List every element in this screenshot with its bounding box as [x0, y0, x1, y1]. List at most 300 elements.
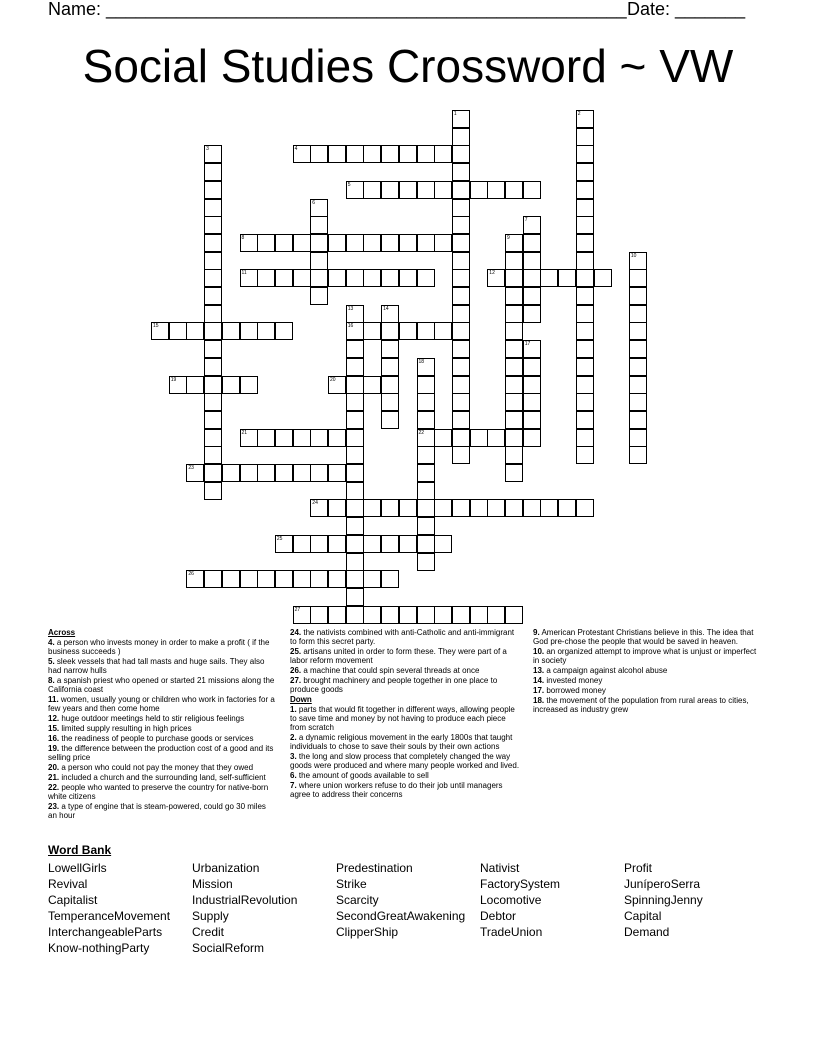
grid-cell[interactable] — [381, 322, 399, 340]
grid-cell[interactable] — [576, 110, 594, 128]
grid-cell[interactable] — [257, 464, 275, 482]
grid-cell[interactable] — [629, 252, 647, 270]
grid-cell[interactable] — [310, 234, 328, 252]
grid-cell[interactable] — [381, 606, 399, 624]
grid-cell[interactable] — [576, 128, 594, 146]
clue-number: 21 — [241, 429, 248, 436]
grid-cell[interactable] — [381, 376, 399, 394]
grid-cell[interactable] — [629, 411, 647, 429]
word-bank-entry: Urbanization — [192, 861, 260, 875]
grid-cell[interactable] — [293, 145, 311, 163]
grid-cell[interactable] — [363, 145, 381, 163]
grid-cell[interactable] — [293, 606, 311, 624]
grid-cell[interactable] — [222, 376, 240, 394]
grid-cell[interactable] — [505, 499, 523, 517]
clue-item — [533, 696, 761, 714]
grid-cell[interactable] — [399, 234, 417, 252]
grid-cell[interactable] — [204, 163, 222, 181]
word-bank-entry: JuníperoSerra — [624, 877, 701, 891]
grid-cell[interactable] — [452, 322, 470, 340]
grid-cell[interactable] — [346, 269, 364, 287]
grid-cell[interactable] — [452, 163, 470, 181]
grid-cell[interactable] — [204, 393, 222, 411]
grid-cell[interactable] — [594, 269, 612, 287]
grid-cell[interactable] — [417, 429, 435, 447]
grid-cell[interactable] — [576, 252, 594, 270]
grid-cell[interactable] — [328, 570, 346, 588]
grid-cell[interactable] — [222, 570, 240, 588]
grid-cell[interactable] — [381, 305, 399, 323]
grid-cell[interactable] — [346, 606, 364, 624]
grid-cell[interactable] — [328, 606, 346, 624]
grid-cell[interactable] — [169, 322, 187, 340]
grid-cell[interactable] — [576, 393, 594, 411]
grid-cell[interactable] — [470, 429, 488, 447]
grid-cell[interactable] — [417, 606, 435, 624]
grid-cell[interactable] — [629, 429, 647, 447]
grid-cell[interactable] — [363, 606, 381, 624]
grid-cell[interactable] — [452, 128, 470, 146]
grid-cell[interactable] — [346, 553, 364, 571]
grid-cell[interactable] — [204, 234, 222, 252]
grid-cell[interactable] — [399, 322, 417, 340]
grid-cell[interactable] — [629, 358, 647, 376]
grid-cell[interactable] — [452, 358, 470, 376]
clue-item-text: people who wanted to preserve the country for native-born white citizens — [48, 783, 269, 801]
grid-cell[interactable] — [310, 429, 328, 447]
grid-cell[interactable] — [328, 535, 346, 553]
clue-number: 23 — [188, 465, 194, 471]
grid-cell[interactable] — [381, 570, 399, 588]
grid-cell[interactable] — [240, 376, 258, 394]
grid-cell[interactable] — [417, 535, 435, 553]
grid-cell[interactable] — [204, 181, 222, 199]
grid-cell[interactable] — [346, 234, 364, 252]
grid-cell[interactable] — [452, 429, 470, 447]
grid-cell[interactable] — [204, 145, 222, 163]
grid-cell[interactable] — [204, 358, 222, 376]
clue-item-text: the long and slow process that completely changed the way goods were produced and where many people worked and lived. — [290, 752, 520, 770]
grid-cell[interactable] — [434, 535, 452, 553]
grid-cell[interactable] — [576, 411, 594, 429]
grid-cell[interactable] — [523, 252, 541, 270]
grid-cell[interactable] — [576, 446, 594, 464]
grid-cell[interactable] — [417, 269, 435, 287]
grid-cell[interactable] — [346, 393, 364, 411]
grid-cell[interactable] — [505, 340, 523, 358]
grid-cell[interactable] — [505, 464, 523, 482]
grid-cell[interactable] — [293, 269, 311, 287]
grid-cell[interactable] — [523, 429, 541, 447]
grid-cell[interactable] — [505, 287, 523, 305]
grid-cell[interactable] — [346, 181, 364, 199]
grid-cell[interactable] — [417, 482, 435, 500]
grid-cell[interactable] — [452, 110, 470, 128]
grid-cell[interactable] — [346, 499, 364, 517]
grid-cell[interactable] — [240, 570, 258, 588]
grid-cell[interactable] — [310, 252, 328, 270]
grid-cell[interactable] — [257, 234, 275, 252]
grid-cell[interactable] — [381, 499, 399, 517]
grid-cell[interactable] — [346, 482, 364, 500]
clue-item-number: 19. — [48, 744, 60, 753]
grid-cell[interactable] — [310, 145, 328, 163]
grid-cell[interactable] — [452, 287, 470, 305]
grid-cell[interactable] — [523, 287, 541, 305]
grid-cell[interactable] — [452, 376, 470, 394]
grid-cell[interactable] — [363, 499, 381, 517]
grid-cell[interactable] — [381, 340, 399, 358]
grid-cell[interactable] — [381, 411, 399, 429]
grid-cell[interactable] — [487, 269, 505, 287]
grid-cell[interactable] — [629, 269, 647, 287]
grid-cell[interactable] — [505, 446, 523, 464]
grid-cell[interactable] — [293, 570, 311, 588]
clues-column-2 — [290, 628, 522, 800]
grid-cell[interactable] — [558, 269, 576, 287]
grid-cell[interactable] — [346, 464, 364, 482]
grid-cell[interactable] — [346, 411, 364, 429]
grid-cell[interactable] — [452, 269, 470, 287]
grid-cell[interactable] — [186, 570, 204, 588]
grid-cell[interactable] — [417, 358, 435, 376]
grid-cell[interactable] — [204, 322, 222, 340]
grid-cell[interactable] — [381, 181, 399, 199]
grid-cell[interactable] — [487, 499, 505, 517]
grid-cell[interactable] — [576, 199, 594, 217]
grid-cell[interactable] — [434, 499, 452, 517]
clue-item — [48, 734, 276, 743]
grid-cell[interactable] — [346, 517, 364, 535]
grid-cell[interactable] — [204, 482, 222, 500]
grid-cell[interactable] — [452, 499, 470, 517]
down-clue-list-continued — [533, 628, 761, 714]
grid-cell[interactable] — [576, 429, 594, 447]
grid-cell[interactable] — [204, 446, 222, 464]
grid-cell[interactable] — [204, 199, 222, 217]
grid-cell[interactable] — [629, 393, 647, 411]
grid-cell[interactable] — [293, 464, 311, 482]
grid-cell[interactable] — [505, 606, 523, 624]
grid-cell[interactable] — [346, 340, 364, 358]
grid-cell[interactable] — [328, 499, 346, 517]
grid-cell[interactable] — [434, 606, 452, 624]
grid-cell[interactable] — [310, 464, 328, 482]
clue-item-text: where union workers refuse to do their job until managers agree to address their concerns — [290, 781, 503, 799]
grid-cell[interactable] — [346, 429, 364, 447]
grid-cell[interactable] — [204, 269, 222, 287]
grid-cell[interactable] — [523, 340, 541, 358]
grid-cell[interactable] — [346, 145, 364, 163]
grid-cell[interactable] — [346, 446, 364, 464]
grid-cell[interactable] — [576, 269, 594, 287]
grid-cell[interactable] — [505, 393, 523, 411]
word-bank-entry: FactorySystem — [480, 877, 561, 891]
grid-cell[interactable] — [222, 464, 240, 482]
clue-item-number: 4. — [48, 638, 55, 647]
grid-cell[interactable] — [505, 234, 523, 252]
grid-cell[interactable] — [363, 269, 381, 287]
grid-cell[interactable] — [346, 570, 364, 588]
grid-cell[interactable] — [363, 570, 381, 588]
grid-cell[interactable] — [310, 269, 328, 287]
grid-cell[interactable] — [523, 181, 541, 199]
grid-cell[interactable] — [505, 252, 523, 270]
grid-cell[interactable] — [540, 499, 558, 517]
grid-cell[interactable] — [505, 358, 523, 376]
grid-cell[interactable] — [523, 234, 541, 252]
grid-cell[interactable] — [346, 535, 364, 553]
grid-cell[interactable] — [310, 199, 328, 217]
grid-cell[interactable] — [505, 269, 523, 287]
grid-cell[interactable] — [576, 340, 594, 358]
grid-cell[interactable] — [310, 287, 328, 305]
grid-cell[interactable] — [523, 216, 541, 234]
grid-cell[interactable] — [417, 446, 435, 464]
grid-cell[interactable] — [204, 429, 222, 447]
grid-cell[interactable] — [240, 234, 258, 252]
grid-cell[interactable] — [204, 216, 222, 234]
grid-cell[interactable] — [381, 358, 399, 376]
grid-cell[interactable] — [240, 269, 258, 287]
grid-cell[interactable] — [204, 340, 222, 358]
grid-cell[interactable] — [417, 517, 435, 535]
grid-cell[interactable] — [452, 411, 470, 429]
grid-cell[interactable] — [434, 145, 452, 163]
grid-cell[interactable] — [346, 588, 364, 606]
clue-number: 24 — [312, 500, 318, 507]
grid-cell[interactable] — [275, 464, 293, 482]
word-bank-entry: ClipperShip — [336, 925, 399, 939]
grid-cell[interactable] — [204, 464, 222, 482]
grid-cell[interactable] — [222, 322, 240, 340]
clue-item — [48, 724, 276, 733]
grid-cell[interactable] — [576, 358, 594, 376]
grid-cell[interactable] — [576, 145, 594, 163]
grid-cell[interactable] — [275, 570, 293, 588]
grid-cell[interactable] — [240, 429, 258, 447]
grid-cell[interactable] — [204, 570, 222, 588]
grid-cell[interactable] — [452, 145, 470, 163]
clue-item — [48, 744, 276, 762]
grid-cell[interactable] — [452, 340, 470, 358]
grid-cell[interactable] — [434, 322, 452, 340]
grid-cell[interactable] — [186, 464, 204, 482]
grid-cell[interactable] — [363, 234, 381, 252]
grid-cell[interactable] — [576, 305, 594, 323]
clue-item-text: a person who could not pay the money that they owed — [59, 763, 254, 772]
grid-cell[interactable] — [452, 393, 470, 411]
grid-cell[interactable] — [523, 358, 541, 376]
clue-item-text: the difference between the production cost of a good and its selling price — [48, 744, 274, 762]
clue-item-number: 25. — [290, 647, 302, 656]
grid-cell[interactable] — [275, 535, 293, 553]
grid-cell[interactable] — [452, 446, 470, 464]
clue-number: 18 — [418, 358, 425, 365]
grid-cell[interactable] — [275, 269, 293, 287]
clue-item — [290, 676, 522, 694]
grid-cell[interactable] — [523, 411, 541, 429]
grid-cell[interactable] — [399, 499, 417, 517]
grid-cell[interactable] — [576, 287, 594, 305]
clue-item-text: a person who invests money in order to make a profit ( if the business succeeds ) — [48, 638, 270, 656]
grid-cell[interactable] — [186, 376, 204, 394]
grid-cell[interactable] — [417, 411, 435, 429]
grid-cell[interactable] — [204, 411, 222, 429]
grid-cell[interactable] — [523, 305, 541, 323]
grid-cell[interactable] — [310, 216, 328, 234]
grid-cell[interactable] — [434, 429, 452, 447]
grid-cell[interactable] — [399, 535, 417, 553]
grid-cell[interactable] — [346, 322, 364, 340]
grid-cell[interactable] — [576, 181, 594, 199]
grid-cell[interactable] — [417, 393, 435, 411]
grid-cell[interactable] — [381, 535, 399, 553]
grid-cell[interactable] — [452, 606, 470, 624]
grid-cell[interactable] — [505, 411, 523, 429]
grid-cell[interactable] — [399, 269, 417, 287]
grid-cell[interactable] — [399, 606, 417, 624]
grid-cell[interactable] — [470, 181, 488, 199]
clue-item — [290, 705, 522, 732]
grid-cell[interactable] — [523, 393, 541, 411]
grid-cell[interactable] — [204, 287, 222, 305]
grid-cell[interactable] — [381, 269, 399, 287]
grid-cell[interactable] — [151, 322, 169, 340]
grid-cell[interactable] — [540, 269, 558, 287]
grid-cell[interactable] — [629, 340, 647, 358]
clue-item-number: 24. — [290, 628, 302, 637]
grid-cell[interactable] — [328, 429, 346, 447]
grid-cell[interactable] — [257, 269, 275, 287]
grid-cell[interactable] — [275, 234, 293, 252]
grid-cell[interactable] — [452, 234, 470, 252]
grid-cell[interactable] — [417, 464, 435, 482]
grid-cell[interactable] — [363, 322, 381, 340]
grid-cell[interactable] — [186, 322, 204, 340]
grid-cell[interactable] — [576, 216, 594, 234]
grid-cell[interactable] — [629, 305, 647, 323]
grid-cell[interactable] — [629, 376, 647, 394]
grid-cell[interactable] — [417, 234, 435, 252]
grid-cell[interactable] — [381, 234, 399, 252]
word-bank-entry: SocialReform — [192, 941, 265, 955]
grid-cell[interactable] — [240, 464, 258, 482]
grid-cell[interactable] — [487, 181, 505, 199]
grid-cell[interactable] — [576, 376, 594, 394]
grid-cell[interactable] — [452, 216, 470, 234]
grid-cell[interactable] — [310, 535, 328, 553]
clue-item-text: women, usually young or children who work in factories for a few years and then come home — [48, 695, 275, 713]
grid-cell[interactable] — [417, 145, 435, 163]
grid-cell[interactable] — [310, 499, 328, 517]
grid-cell[interactable] — [417, 553, 435, 571]
grid-cell[interactable] — [417, 181, 435, 199]
grid-cell[interactable] — [381, 393, 399, 411]
grid-cell[interactable] — [204, 252, 222, 270]
grid-cell[interactable] — [310, 570, 328, 588]
grid-cell[interactable] — [399, 181, 417, 199]
grid-cell[interactable] — [204, 376, 222, 394]
grid-cell[interactable] — [629, 446, 647, 464]
grid-cell[interactable] — [363, 376, 381, 394]
grid-cell[interactable] — [328, 269, 346, 287]
grid-cell[interactable] — [523, 376, 541, 394]
grid-cell[interactable] — [363, 181, 381, 199]
grid-cell[interactable] — [346, 305, 364, 323]
grid-cell[interactable] — [629, 287, 647, 305]
grid-cell[interactable] — [346, 358, 364, 376]
grid-cell[interactable] — [257, 429, 275, 447]
grid-cell[interactable] — [257, 322, 275, 340]
grid-cell[interactable] — [452, 199, 470, 217]
word-bank-entry: Supply — [192, 909, 229, 923]
grid-cell[interactable] — [434, 181, 452, 199]
grid-cell[interactable] — [417, 376, 435, 394]
grid-cell[interactable] — [399, 145, 417, 163]
clue-item-text: borrowed money — [544, 686, 606, 695]
grid-cell[interactable] — [523, 269, 541, 287]
grid-cell[interactable] — [629, 322, 647, 340]
grid-cell[interactable] — [204, 305, 222, 323]
grid-cell[interactable] — [576, 322, 594, 340]
grid-cell[interactable] — [487, 429, 505, 447]
grid-cell[interactable] — [487, 606, 505, 624]
grid-cell[interactable] — [363, 535, 381, 553]
clue-item-number: 27. — [290, 676, 302, 685]
grid-cell[interactable] — [558, 499, 576, 517]
grid-cell[interactable] — [505, 305, 523, 323]
clues-column-3 — [533, 628, 761, 715]
grid-cell[interactable] — [576, 234, 594, 252]
grid-cell[interactable] — [328, 464, 346, 482]
page-title: Social Studies Crossword ~ VW — [82, 40, 734, 92]
grid-cell[interactable] — [523, 499, 541, 517]
clue-number: 10 — [630, 252, 637, 259]
grid-cell[interactable] — [169, 376, 187, 394]
grid-cell[interactable] — [576, 163, 594, 181]
clue-number: 9 — [507, 234, 510, 241]
grid-cell[interactable] — [417, 322, 435, 340]
grid-cell[interactable] — [328, 145, 346, 163]
grid-cell[interactable] — [470, 606, 488, 624]
grid-cell[interactable] — [470, 499, 488, 517]
grid-cell[interactable] — [293, 429, 311, 447]
grid-cell[interactable] — [328, 234, 346, 252]
grid-cell[interactable] — [328, 376, 346, 394]
grid-cell[interactable] — [257, 570, 275, 588]
grid-cell[interactable] — [505, 429, 523, 447]
grid-cell[interactable] — [310, 606, 328, 624]
grid-cell[interactable] — [417, 499, 435, 517]
grid-cell[interactable] — [293, 234, 311, 252]
grid-cell[interactable] — [452, 305, 470, 323]
grid-cell[interactable] — [505, 376, 523, 394]
grid-cell[interactable] — [505, 322, 523, 340]
grid-cell[interactable] — [293, 535, 311, 553]
grid-cell[interactable] — [346, 376, 364, 394]
grid-cell[interactable] — [452, 181, 470, 199]
grid-cell[interactable] — [434, 234, 452, 252]
grid-cell[interactable] — [452, 252, 470, 270]
grid-cell[interactable] — [240, 322, 258, 340]
grid-cell[interactable] — [576, 499, 594, 517]
grid-cell[interactable] — [275, 429, 293, 447]
grid-cell[interactable] — [505, 181, 523, 199]
word-bank-entry: Know-nothingParty — [48, 941, 150, 955]
grid-cell[interactable] — [381, 145, 399, 163]
grid-cell[interactable] — [275, 322, 293, 340]
